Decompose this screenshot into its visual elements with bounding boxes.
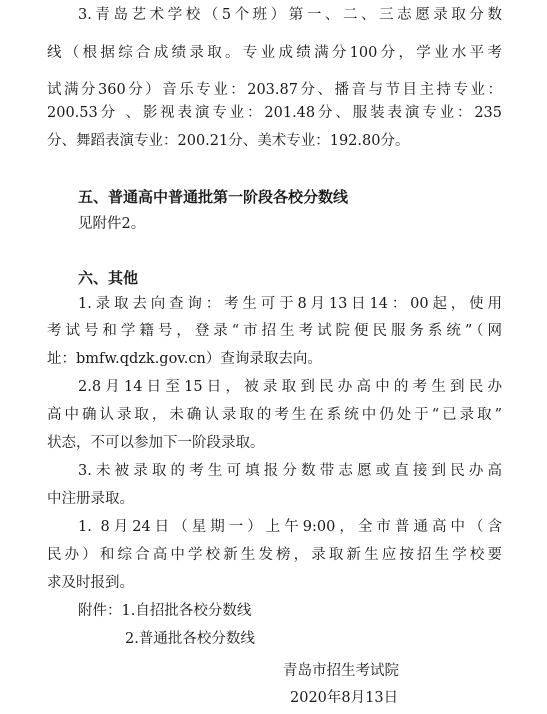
paragraph-line: 分、舞蹈表演专业：200.21分、美术专业：192.80分。 [47,133,410,149]
paragraph-line: 高中确认录取，未确认录取的考生在系统中仍处于“已录取” [47,407,502,423]
paragraph-line: 中注册录取。 [47,491,134,507]
paragraph-line: 状态，不可以参加下一阶段录取。 [47,435,265,451]
paragraph-line: 2.8月14日至15日，被录取到民办高中的考生到民办 [78,379,502,395]
paragraph-line: 民办）和综合高中学校新生发榜，录取新生应按招生学校要 [47,547,502,563]
signature-date: 2020年8月13日 [290,690,399,706]
paragraph-line: 求及时报到。 [47,575,134,591]
attachment-line: 2.普通批各校分数线 [125,631,255,647]
signature-org: 青岛市招生考试院 [283,663,399,679]
attachment-line: 附件：1.自招批各校分数线 [78,603,252,619]
section-heading: 六、其他 [78,269,139,287]
paragraph-line: 考试号和学籍号，登录“市招生考试院便民服务系统”（网 [47,323,502,339]
paragraph-line: 址：bmfw.qdzk.gov.cn）查询录取去向。 [47,351,322,367]
section-heading: 五、普通高中普通批第一阶段各校分数线 [78,188,349,206]
paragraph-line: 线（根据综合成绩录取。专业成绩满分100分，学业水平考 [47,45,502,61]
paragraph-line: 1.录取去向查询：考生可于8月13日14：00起，使用 [78,296,502,312]
paragraph-line: 200.53分 、影视表演专业：201.48分、服装表演专业：235 [47,105,502,121]
paragraph-line: 试满分360分）音乐专业：203.87分、播音与节目主持专业： [47,82,502,98]
paragraph-line: 见附件2。 [78,216,146,232]
paragraph-line: 3.未被录取的考生可填报分数带志愿或直接到民办高 [78,463,502,479]
paragraph-line: 1. 8月24日（星期一）上午9:00，全市普通高中（含 [78,519,502,535]
paragraph-line: 3.青岛艺术学校（5个班）第一、二、三志愿录取分数 [78,7,502,23]
